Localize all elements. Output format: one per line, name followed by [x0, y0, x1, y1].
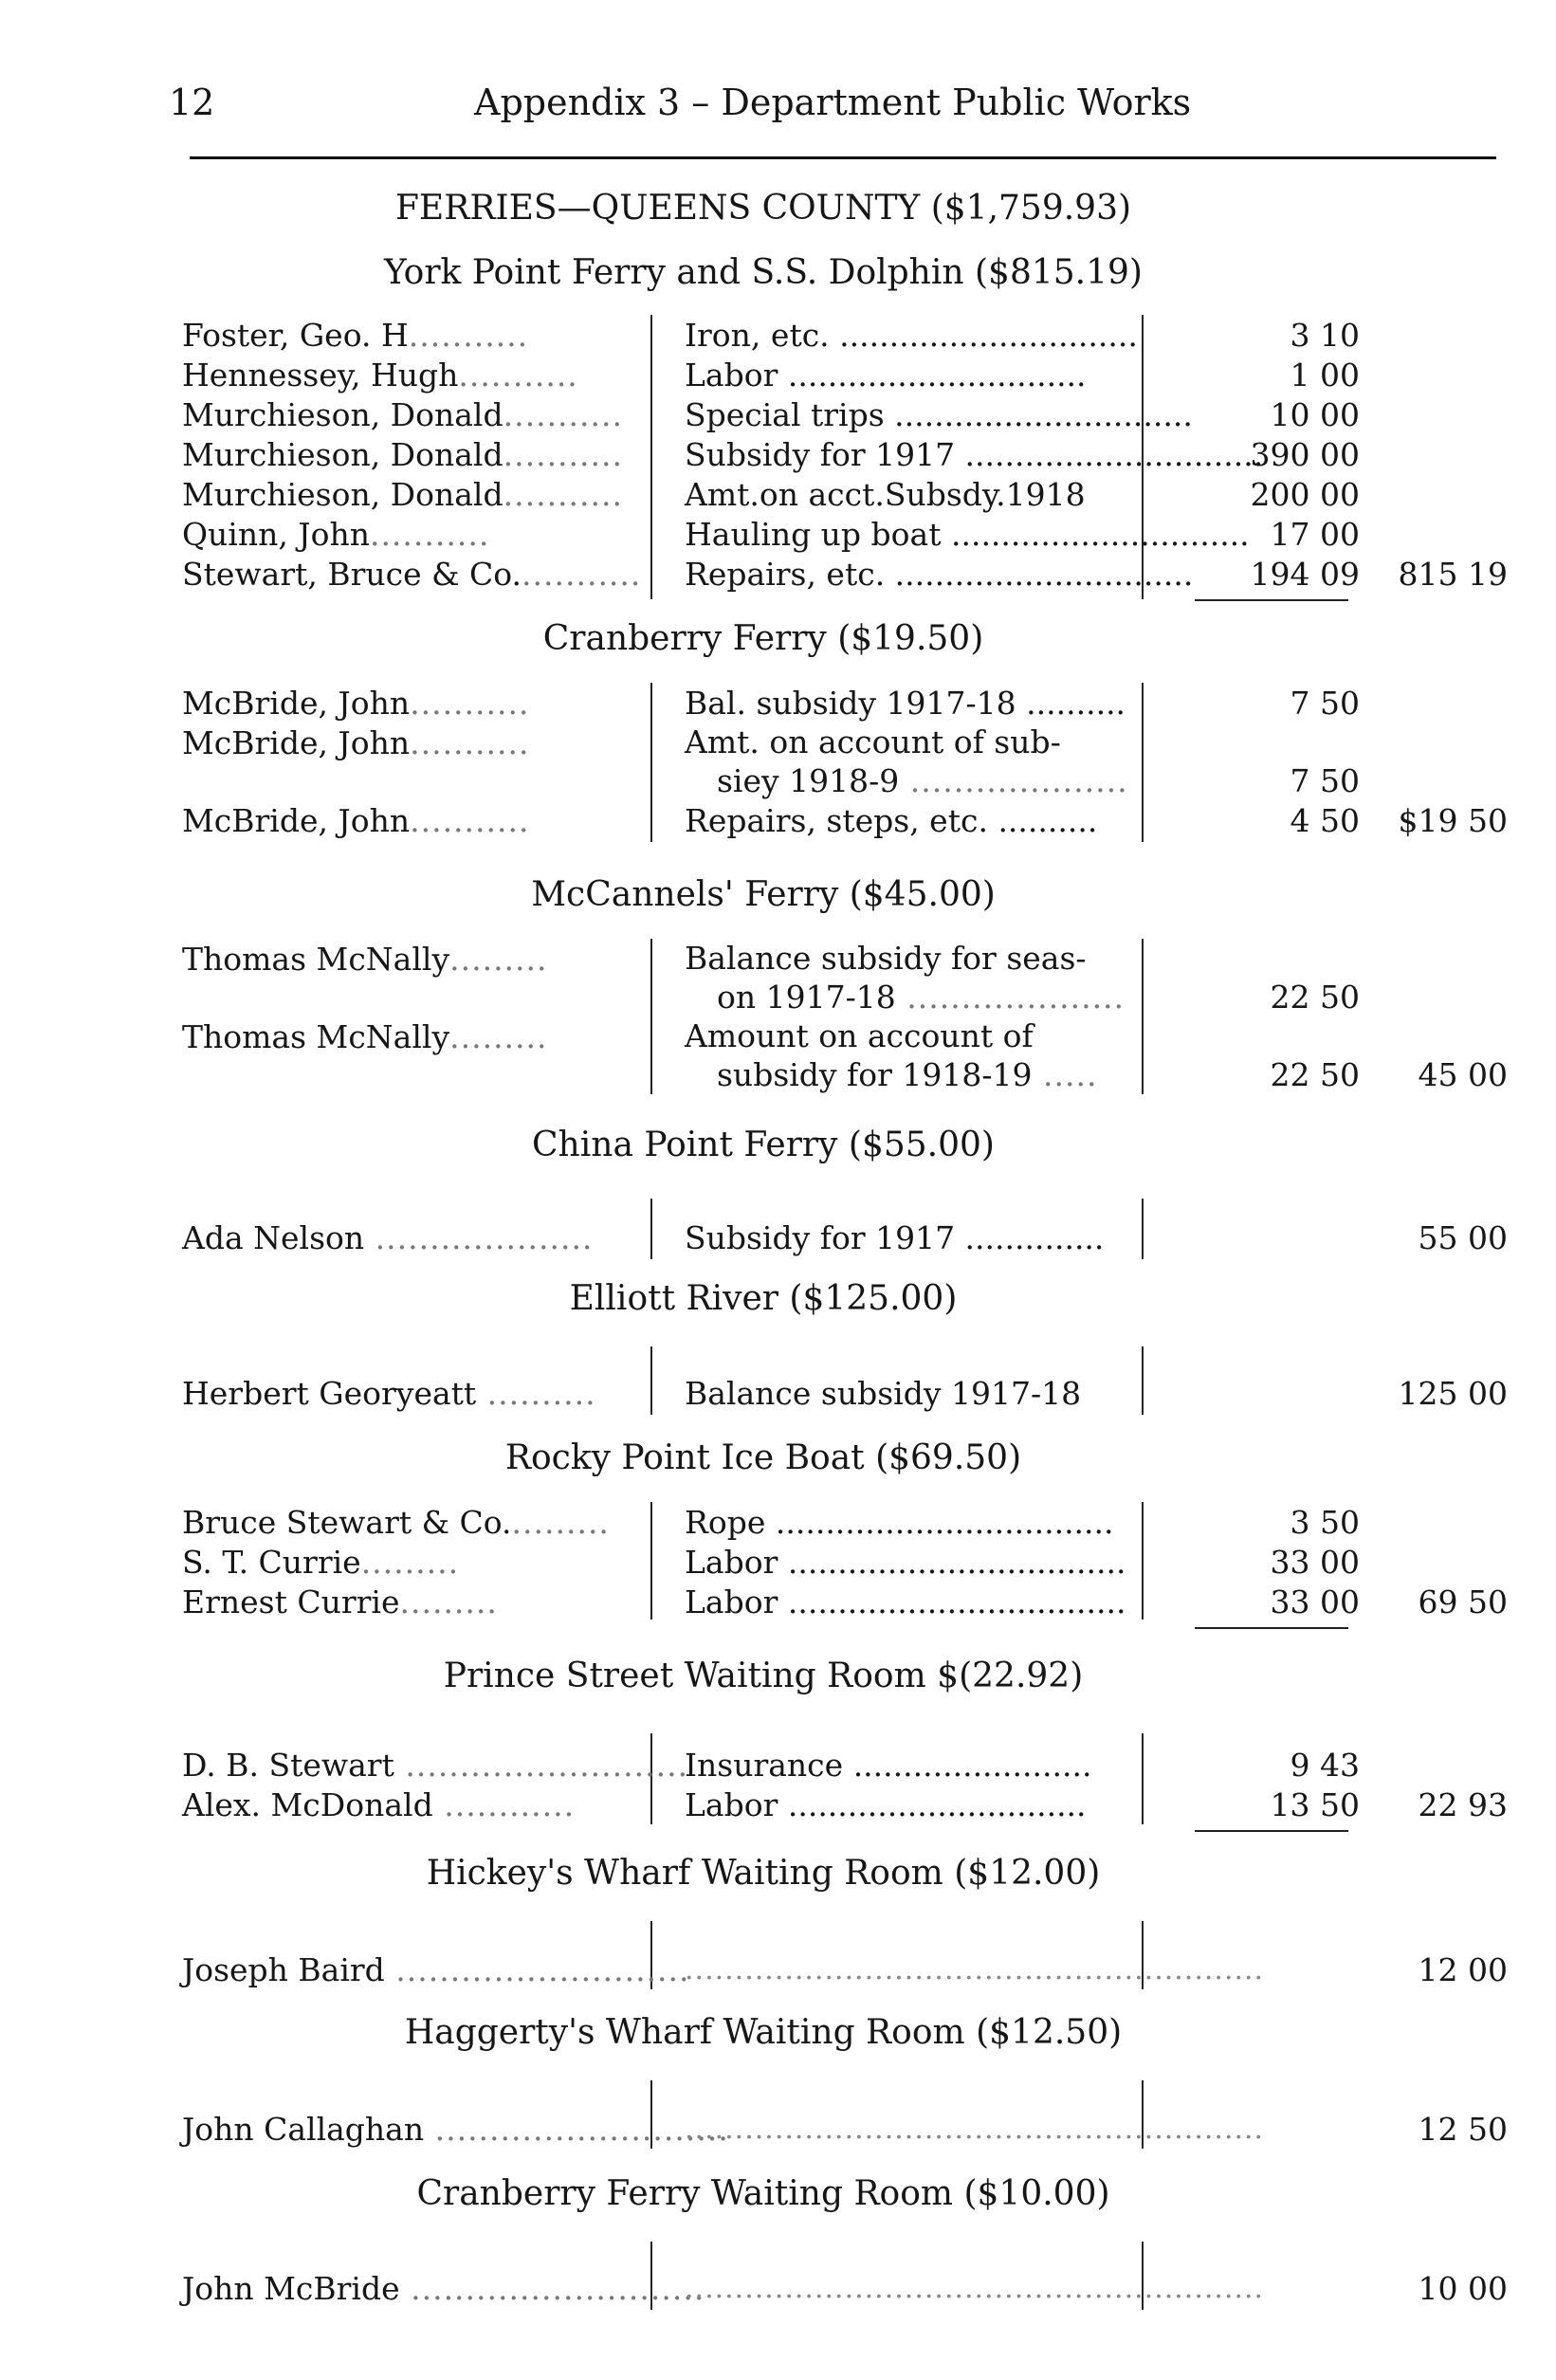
ledger-entry [0, 1745, 1556, 1786]
ledger-entry [0, 1542, 1556, 1584]
subtotal-rule [1195, 1830, 1348, 1832]
payee-name: McBride, John........... [182, 724, 530, 761]
page-number: 12 [169, 82, 215, 123]
section-title-rocky-point-ice-boat: Rocky Point Ice Boat ($69.50) [504, 1438, 1022, 1477]
ledger-entry [0, 1785, 1556, 1826]
payee-name: John Callaghan ........................... [182, 2111, 729, 2148]
section-total: 815 19 [1398, 556, 1508, 593]
ledger-entry [0, 355, 1556, 396]
payee-name: Joseph Baird ........................... [182, 1951, 690, 1988]
section-title-haggertys-wharf-waiting-room: Haggerty's Wharf Waiting Room ($12.50) [404, 2013, 1123, 2052]
payee-name: D. B. Stewart .......................... [182, 1747, 689, 1784]
entry-amount: 9 43 [1290, 1747, 1360, 1784]
entry-amount: 3 50 [1290, 1504, 1360, 1541]
entry-description: Balance subsidy for seas- on 1917-18 .................... [685, 940, 1126, 1016]
payee-name: Murchieson, Donald........... [182, 436, 623, 473]
ledger-entry [0, 474, 1556, 516]
ledger-entry [0, 1502, 1556, 1544]
running-title: Appendix 3 – Department Public Works [474, 82, 1192, 123]
section-title-york-point-ferry: York Point Ferry and S.S. Dolphin ($815.19) [384, 253, 1143, 292]
page-header [161, 74, 1493, 131]
entry-description: Labor .................................. [685, 1584, 1126, 1620]
ledger-entry [0, 683, 1556, 724]
section-total: 12 00 [1418, 1951, 1508, 1988]
entry-description: Repairs, steps, etc. .......... [685, 802, 1098, 839]
entry-description: Labor .............................. [685, 1786, 1087, 1823]
entry-amount: 1 00 [1290, 357, 1360, 394]
entry-amount: 3 10 [1290, 317, 1360, 354]
entry-amount: 390 00 [1250, 436, 1360, 473]
payee-name: Alex. McDonald ............ [182, 1786, 576, 1823]
entry-amount: 33 00 [1270, 1544, 1360, 1581]
entry-description: Bal. subsidy 1917-18 .......... [685, 685, 1126, 722]
section-total: 45 00 [1418, 1056, 1508, 1093]
payee-name: Quinn, John........... [182, 516, 490, 553]
ledger-entry [0, 1016, 1556, 1094]
section-total: 10 00 [1418, 2270, 1508, 2307]
entry-description: Amount on account of subsidy for 1918-19 ..... [685, 1017, 1098, 1093]
payee-name: Hennessey, Hugh........... [182, 357, 578, 394]
entry-amount: 7 50 [1290, 685, 1360, 722]
ledger-entry [0, 514, 1556, 556]
entry-description: Labor .............................. [685, 357, 1087, 394]
entry-amount: 200 00 [1250, 476, 1360, 513]
section-total: 125 00 [1398, 1375, 1508, 1412]
payee-name: Murchieson, Donald........... [182, 476, 623, 513]
payee-name: Ada Nelson .................... [182, 1219, 594, 1256]
entry-description: Amt.on acct.Subsdy.1918 [685, 476, 1086, 513]
main-title: FERRIES—QUEENS COUNTY ($1,759.93) [394, 189, 1132, 228]
entry-description: Amt. on account of sub- siey 1918-9 .................... [685, 723, 1128, 799]
section-title-elliott-river: Elliott River ($125.00) [569, 1279, 958, 1318]
entry-description: Hauling up boat .............................. [685, 516, 1250, 553]
ledger-entry [0, 434, 1556, 476]
entry-description: Subsidy for 1917 .............................. [685, 436, 1264, 473]
ledger-entry [0, 723, 1556, 800]
ledger-entry [0, 1582, 1556, 1623]
subtotal-rule [1195, 599, 1348, 601]
entry-amount: 13 50 [1270, 1786, 1360, 1823]
entry-amount: 33 00 [1270, 1584, 1360, 1620]
section-title-prince-street-waiting-room: Prince Street Waiting Room $(22.92) [443, 1657, 1084, 1695]
ledger-entry [0, 394, 1556, 436]
header-rule [190, 156, 1496, 159]
payee-name: Thomas McNally......... [182, 941, 548, 978]
payee-name: McBride, John........... [182, 685, 530, 722]
section-title-china-point-ferry: China Point Ferry ($55.00) [532, 1126, 995, 1164]
entry-description: Repairs, etc. .............................. [685, 556, 1194, 593]
ledger-entry [0, 554, 1556, 595]
blank-description-leader: .......................................................... [685, 1953, 1265, 1986]
section-title-cranberry-ferry: Cranberry Ferry ($19.50) [542, 619, 984, 658]
entry-description: Balance subsidy 1917-18 [685, 1375, 1082, 1412]
payee-name: Foster, Geo. H........... [182, 317, 529, 354]
ledger-entry [0, 1373, 1556, 1415]
section-total: 22 93 [1418, 1786, 1508, 1823]
ledger-entry [0, 800, 1556, 842]
blank-description-leader: .......................................................... [685, 2113, 1265, 2146]
entry-description: Labor .................................. [685, 1544, 1126, 1581]
entry-amount: 10 00 [1270, 396, 1360, 433]
entry-amount: 22 50 [1270, 1056, 1360, 1093]
section-total: 12 50 [1418, 2111, 1508, 2148]
subtotal-rule [1195, 1627, 1348, 1629]
section-title-hickeys-wharf-waiting-room: Hickey's Wharf Waiting Room ($12.00) [426, 1854, 1101, 1893]
ledger-entry [0, 939, 1556, 1016]
section-total: $19 50 [1398, 802, 1508, 839]
entry-description: Special trips .............................. [685, 396, 1193, 433]
entry-description: Insurance ........................ [685, 1747, 1092, 1784]
section-total: 55 00 [1418, 1219, 1508, 1256]
entry-amount: 7 50 [1290, 762, 1360, 799]
payee-name: Thomas McNally......... [182, 1018, 548, 1055]
entry-description: Iron, etc. .............................. [685, 317, 1138, 354]
payee-name: S. T. Currie......... [182, 1544, 460, 1581]
entry-amount: 22 50 [1270, 979, 1360, 1016]
payee-name: Murchieson, Donald........... [182, 396, 623, 433]
section-title-cranberry-ferry-waiting-room: Cranberry Ferry Waiting Room ($10.00) [416, 2174, 1110, 2213]
payee-name: McBride, John........... [182, 802, 530, 839]
ledger-entry [0, 315, 1556, 357]
entry-amount: 4 50 [1290, 802, 1360, 839]
blank-description-leader: .......................................................... [685, 2272, 1265, 2305]
entry-amount: 194 09 [1250, 556, 1360, 593]
ledger-entry [0, 1217, 1556, 1259]
entry-amount: 17 00 [1270, 516, 1360, 553]
payee-name: John McBride ........................... [182, 2270, 705, 2307]
section-total: 69 50 [1418, 1584, 1508, 1620]
payee-name: Bruce Stewart & Co.......... [182, 1504, 610, 1541]
payee-name: Ernest Currie......... [182, 1584, 498, 1620]
payee-name: Stewart, Bruce & Co............ [182, 556, 642, 593]
entry-description: Subsidy for 1917 .............. [685, 1219, 1105, 1256]
entry-description: Rope .................................. [685, 1504, 1114, 1541]
payee-name: Herbert Georyeatt .......... [182, 1375, 596, 1412]
section-title-mccannels-ferry: McCannels' Ferry ($45.00) [531, 875, 996, 914]
